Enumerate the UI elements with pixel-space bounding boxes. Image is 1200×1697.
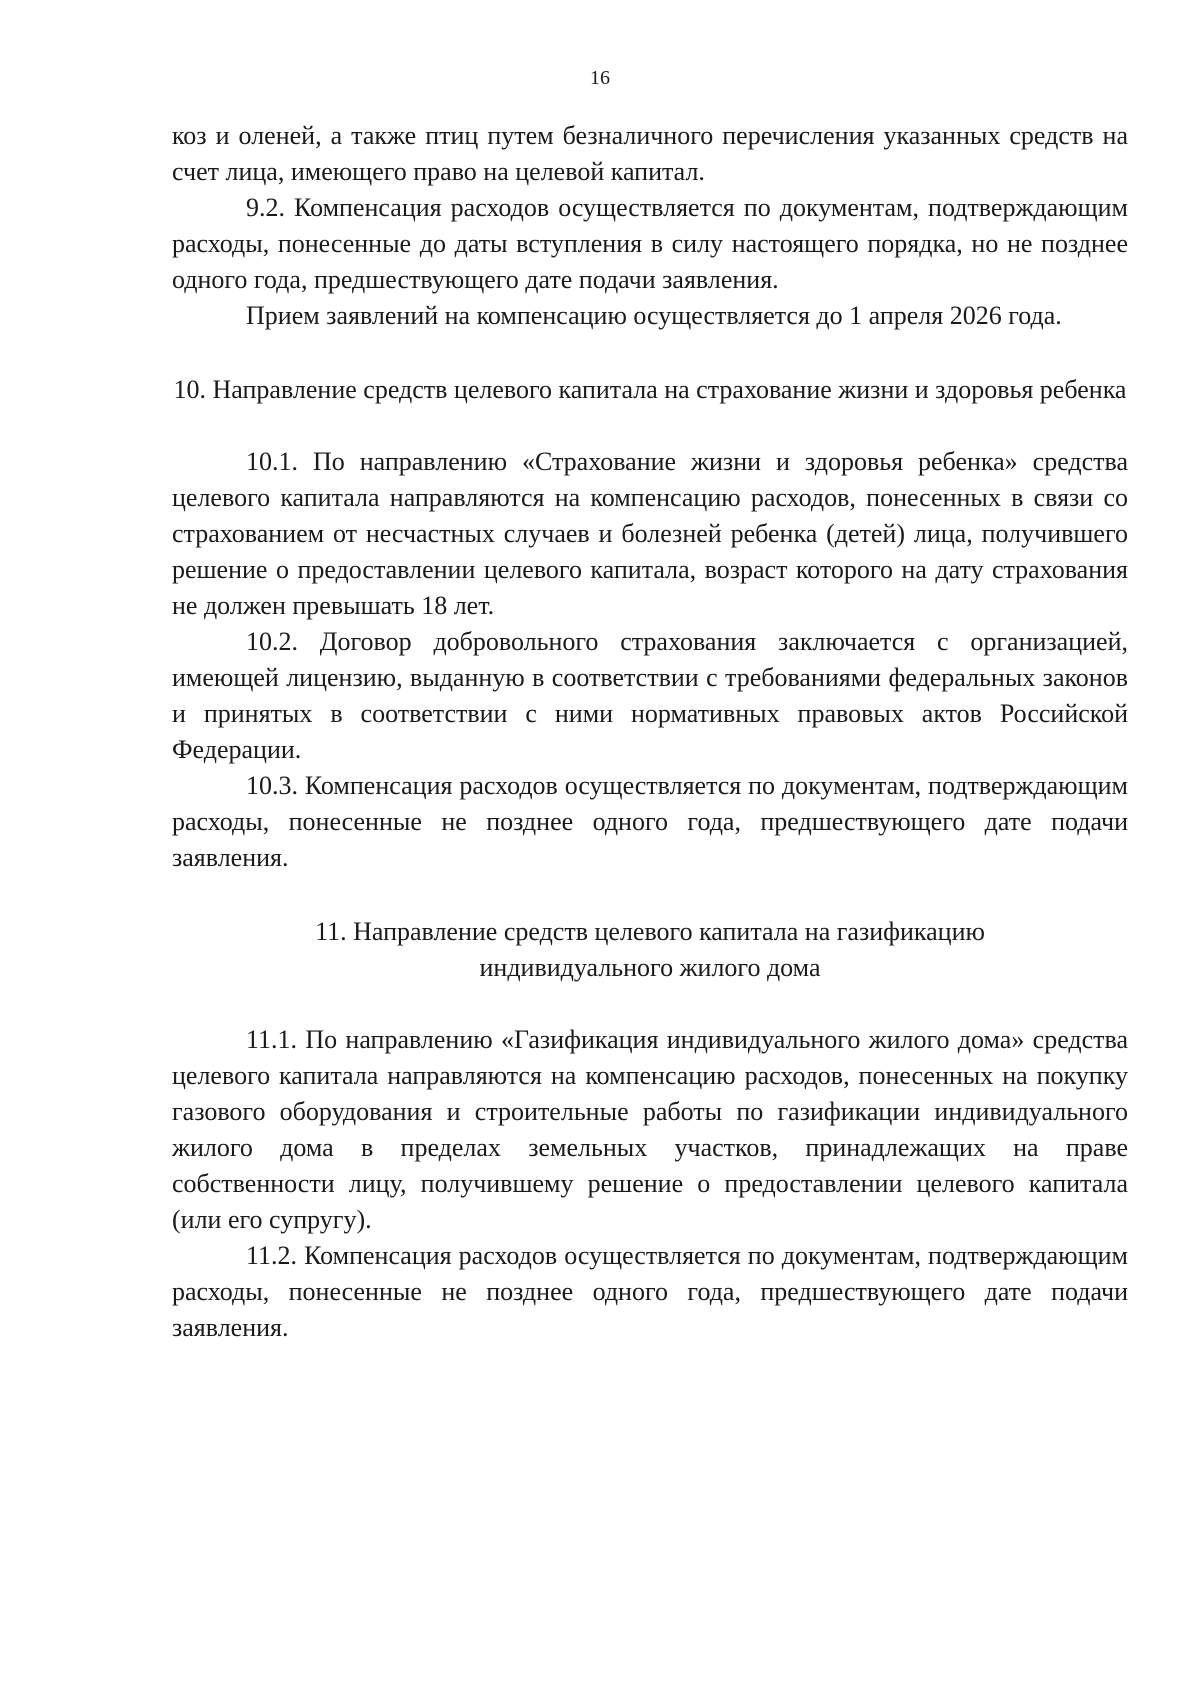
paragraph-application-deadline: Прием заявлений на компенсацию осуществляется до 1 апреля 2026 года. [246, 301, 1062, 330]
paragraph-10-2: 10.2. Договор добровольного страхования заключается с организацией, имеющей лицензию, выданную в соответствии с требованиями федеральных законов и принятых в соответствии с ними нормативных правовых актов Российской Федерации. [172, 627, 1128, 764]
paragraph-9-2: 9.2. Компенсация расходов осуществляется по документам, подтверждающим расходы, понесенные до даты вступления в силу настоящего порядка, но не позднее одного года, предшествующего дате подачи заявления. [172, 193, 1128, 294]
paragraph-10-3: 10.3. Компенсация расходов осуществляется по документам, подтверждающим расходы, понесенные не позднее одного года, предшествующего дате подачи заявления. [172, 771, 1128, 872]
page-number: 16 [590, 67, 610, 89]
section-11-heading: 11. Направление средств целевого капитала на газификацию индивидуального жилого дома [315, 917, 985, 982]
paragraph-10-1: 10.1. По направлению «Страхование жизни и здоровья ребенка» средства целевого капитала направляются на компенсацию расходов, понесенных в связи со страхованием от несчастных случаев и болезней ребенка (детей) лица, получившего решение о предоставлении целевого капитала, возраст которого на дату страхования не должен превышать 18 лет. [172, 447, 1128, 620]
document-body [172, 118, 1128, 1346]
paragraph-11-1: 11.1. По направлению «Газификация индивидуального жилого дома» средства целевого капитала направляются на компенсацию расходов, понесенных на покупку газового оборудования и строительные работы по газификации индивидуального жилого дома в пределах земельных участков, принадлежащих на праве собственности лицу, получившему решение о предоставлении целевого капитала (или его супругу). [172, 1025, 1128, 1234]
section-10-heading: 10. Направление средств целевого капитала на страхование жизни и здоровья ребенка [173, 375, 1127, 404]
paragraph-continuation: коз и оленей, а также птиц путем безналичного перечисления указанных средств на счет лица, имеющего право на целевой капитал. [172, 121, 1128, 186]
paragraph-11-2: 11.2. Компенсация расходов осуществляется по документам, подтверждающим расходы, понесенные не позднее одного года, предшествующего дате подачи заявления. [172, 1241, 1128, 1342]
